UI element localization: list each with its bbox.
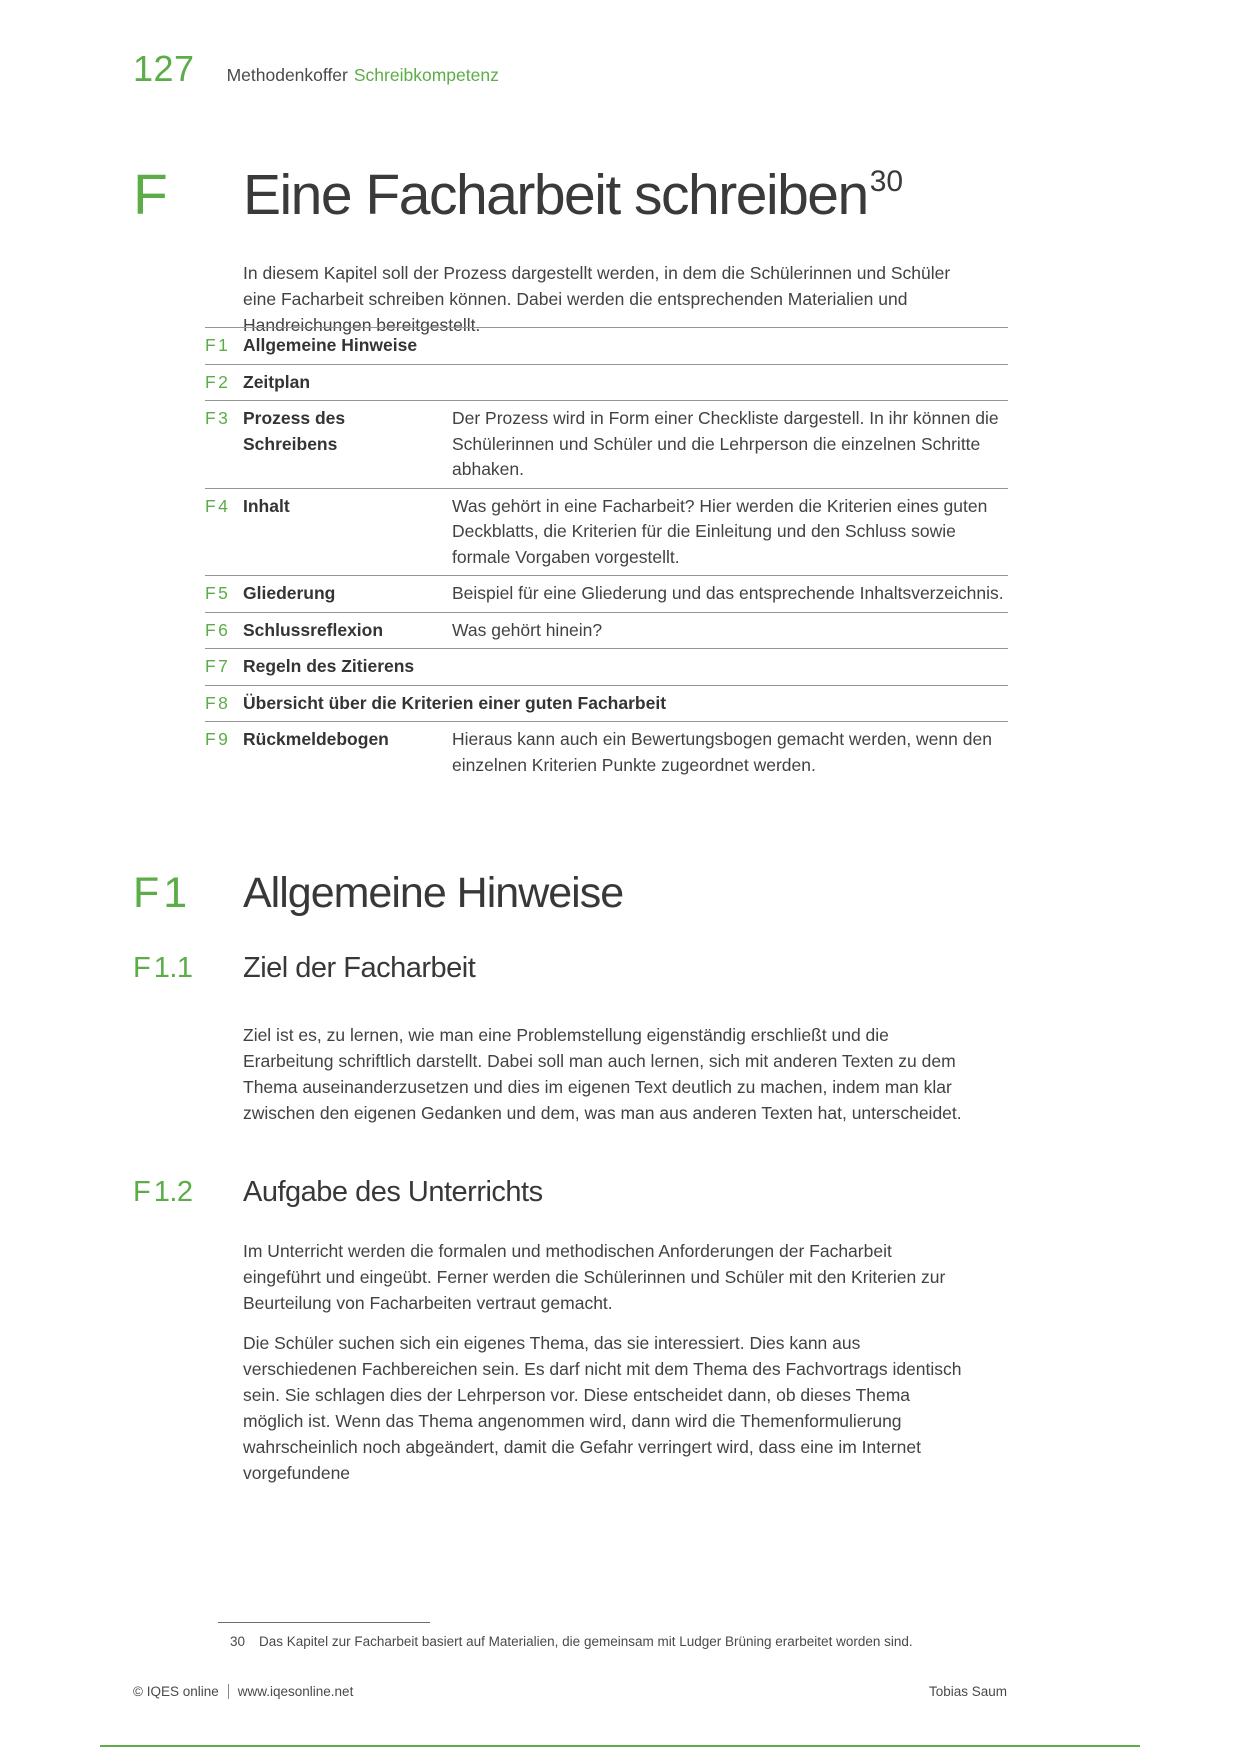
toc-item-label: Regeln des Zitierens — [243, 656, 415, 676]
toc-item-id: F 2 — [205, 371, 228, 392]
booklet-subtitle: Schreibkompetenz — [353, 65, 499, 85]
toc-item-description — [414, 654, 1008, 680]
toc-row-f9 — [205, 721, 1008, 783]
section-title: Allgemeine Hinweise — [243, 869, 624, 917]
toc-item-id: F 9 — [205, 729, 228, 749]
toc-row-f5 — [205, 575, 1008, 612]
toc-row-f2 — [205, 364, 1008, 401]
section-id: F 1 — [133, 869, 187, 917]
section-id: F 1.2 — [133, 1176, 193, 1208]
toc-item-id: F 8 — [205, 692, 228, 713]
footer-accent-line — [100, 1745, 1140, 1747]
toc-item-id: F 1 — [205, 335, 228, 355]
toc-item-id: F 7 — [205, 656, 228, 676]
toc-item-id: F 6 — [205, 619, 228, 640]
toc-item-label: Prozess des Schreibens — [243, 408, 346, 454]
chapter-id: F — [133, 163, 168, 227]
toc-item-label: Übersicht über die Kriterien einer guten Facharbeit — [243, 692, 667, 713]
toc-item-description: Der Prozess wird in Form einer Checkliste dargestell. In ihr können die Schülerinnen und Schüler und die Lehrperson die einzelnen Schritte abhaken. — [452, 408, 999, 479]
footnote-number: 30 — [230, 1634, 246, 1649]
section-heading-f1 — [133, 870, 1120, 917]
toc-item-id: F 4 — [205, 495, 228, 516]
toc-row-f3 — [205, 400, 1008, 488]
footer-left — [133, 1684, 353, 1699]
toc-item-description: Was gehört hinein? — [452, 619, 603, 640]
footnote-divider — [218, 1622, 430, 1623]
section-heading-f1-2 — [133, 1176, 1120, 1209]
footnote-reference: 30 — [869, 165, 904, 198]
toc-row-f7 — [205, 648, 1008, 685]
section-f1-1-paragraph: Ziel ist es, zu lernen, wie man eine Problemstellung eigenständig erschließt und die Erarbeitung schriftlich darstellt. Dabei soll man auch lernen, sich mit anderen Texten zu dem Thema auseinanderzusetzen und dies im eigenen Text deutlich zu machen, indem man klar zwischen den eigenen Gedanken und dem, was man aus anderen Texten hat, unterscheidet. — [243, 1024, 962, 1123]
section-title: Ziel der Facharbeit — [243, 952, 476, 984]
toc-item-description — [310, 370, 1008, 396]
page-footer — [133, 1684, 1007, 1699]
toc-item-description: Was gehört in eine Facharbeit? Hier werden die Kriterien eines guten Deckblatts, die Kriterien für die Einleitung und den Schluss sowie formale Vorgaben vorgestellt. — [452, 495, 988, 567]
toc-item-label: Allgemeine Hinweise — [243, 335, 418, 355]
booklet-title: Methodenkoffer — [226, 65, 348, 85]
toc-row-f1 — [205, 327, 1008, 364]
chapter-toc — [205, 327, 1008, 783]
footer-author: Tobias Saum — [928, 1684, 1007, 1699]
toc-item-id: F 3 — [205, 408, 228, 428]
toc-item-label: Gliederung — [243, 583, 336, 603]
toc-item-label: Schlussreflexion — [243, 619, 384, 640]
page-number: 127 — [133, 48, 195, 89]
chapter-intro-paragraph: In diesem Kapitel soll der Prozess dargestellt werden, in dem die Schülerinnen und Schüler eine Facharbeit schreiben können. Dabei werden die entsprechenden Materialien und Handreichungen bereitgestellt. — [243, 262, 951, 335]
section-title: Aufgabe des Unterrichts — [243, 1176, 543, 1208]
page-header — [133, 48, 499, 90]
chapter-heading — [133, 164, 1120, 227]
footer-website: www.iqesonline.net — [237, 1684, 354, 1699]
footer-copyright: © IQES online — [133, 1684, 219, 1699]
toc-item-id: F 5 — [205, 583, 228, 603]
footnote — [230, 1633, 1000, 1651]
toc-row-f8 — [205, 685, 1008, 722]
section-f1-2-paragraph-1: Im Unterricht werden die formalen und methodischen Anforderungen der Facharbeit eingeführt und eingeübt. Ferner werden die Schülerinnen und Schüler mit den Kriterien zur Beurteilung von Facharbeiten vertraut gemacht. — [243, 1240, 946, 1313]
section-id: F 1.1 — [133, 952, 193, 984]
toc-item-description: Hieraus kann auch ein Bewertungsbogen gemacht werden, wenn den einzelnen Kriterien Punkte zugeordnet werden. — [452, 729, 992, 775]
toc-row-f6 — [205, 612, 1008, 649]
chapter-title: Eine Facharbeit schreiben$^{30}$ — [243, 163, 904, 227]
toc-item-description — [666, 691, 1008, 717]
toc-row-f4 — [205, 488, 1008, 576]
section-heading-f1-1 — [133, 952, 1120, 985]
toc-item-description: Beispiel für eine Gliederung und das entsprechende Inhaltsverzeichnis. — [452, 583, 1004, 603]
footer-divider — [228, 1684, 229, 1699]
section-f1-2-paragraph-2: Die Schüler suchen sich ein eigenes Thema, das sie interessiert. Dies kann aus verschiedenen Fachbereichen sein. Es darf nicht mit dem Thema des Fachvortrags identisch sein. Sie schlagen dies der Lehrperson vor. Diese entscheidet dann, ob dieses Thema möglich ist. Wenn das Thema angenommen wird, dann wird die Themenformulierung wahrscheinlich noch abgeändert, damit die Gefahr verringert wird, dass eine im Internet vorgefundene — [243, 1332, 962, 1483]
toc-item-label: Inhalt — [243, 495, 290, 516]
toc-item-label: Zeitplan — [243, 371, 311, 392]
running-title — [227, 65, 499, 86]
toc-item-description — [417, 333, 1008, 359]
toc-item-label: Rückmeldebogen — [243, 729, 389, 749]
footnote-text: Das Kapitel zur Facharbeit basiert auf Materialien, die gemeinsam mit Ludger Brüning erarbeitet worden sind. — [259, 1634, 913, 1649]
